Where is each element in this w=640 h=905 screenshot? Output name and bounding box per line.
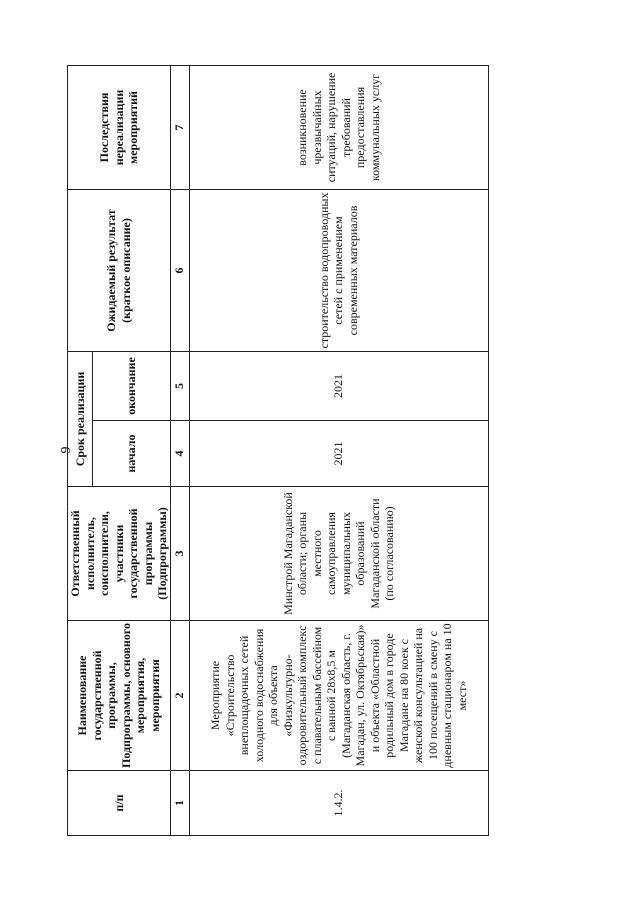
row-number: 1.4.2.	[189, 771, 488, 836]
rotated-table-container	[67, 66, 479, 836]
header-executor: Ответственный исполнитель, соисполнители, участники государственной программы (Подпрограммы)	[68, 487, 171, 621]
header-start: начало	[92, 421, 170, 487]
table-header-row	[68, 65, 93, 835]
column-number: 5	[170, 351, 189, 420]
column-number: 1	[170, 771, 189, 836]
header-name: Наименование государственной программы, Подпрограммы, основного мероприятия, мероприятия	[68, 621, 171, 771]
row-start: 2021	[189, 421, 488, 487]
table-row	[189, 65, 488, 835]
header-period: Срок реализации	[68, 351, 93, 486]
column-number-row	[170, 65, 189, 835]
column-number: 4	[170, 421, 189, 487]
header-end: окончание	[92, 351, 170, 420]
program-table	[67, 65, 489, 836]
row-end: 2021	[189, 351, 488, 420]
column-number: 3	[170, 487, 189, 621]
row-result: строительство водопроводных сетей с применением современных материалов	[189, 189, 488, 351]
row-consequences: возникновение чрезвычайных ситуаций, нарушение требований предоставления коммунальных услуг	[189, 65, 488, 189]
page-number: 9	[59, 446, 74, 454]
header-result: Ожидаемый результат (краткое описание)	[68, 189, 171, 351]
column-number: 7	[170, 65, 189, 189]
column-number: 6	[170, 189, 189, 351]
header-consequences: Последствия нереализации мероприятий	[68, 65, 171, 189]
column-number: 2	[170, 621, 189, 771]
row-name: Мероприятие «Строительство внеплощадочных сетей холодного водоснабжения для объекта «Физкультурно-оздоровительный комплекс с плавательным бассейном с ванной 28х8,5 м (Магаданская область, г. Магадан, ул. Октябрьская)» и объекта «Областной родильный дом в городе Магадане на 80 коек с женской консультацией на 100 посещений в смену с дневным стационаром на 10 мест»	[189, 621, 488, 771]
header-num: п/п	[68, 771, 171, 836]
row-executor: Минстрой Магаданской области; органы местного самоуправления муниципальных образований Магаданской области (по согласованию)	[189, 487, 488, 621]
